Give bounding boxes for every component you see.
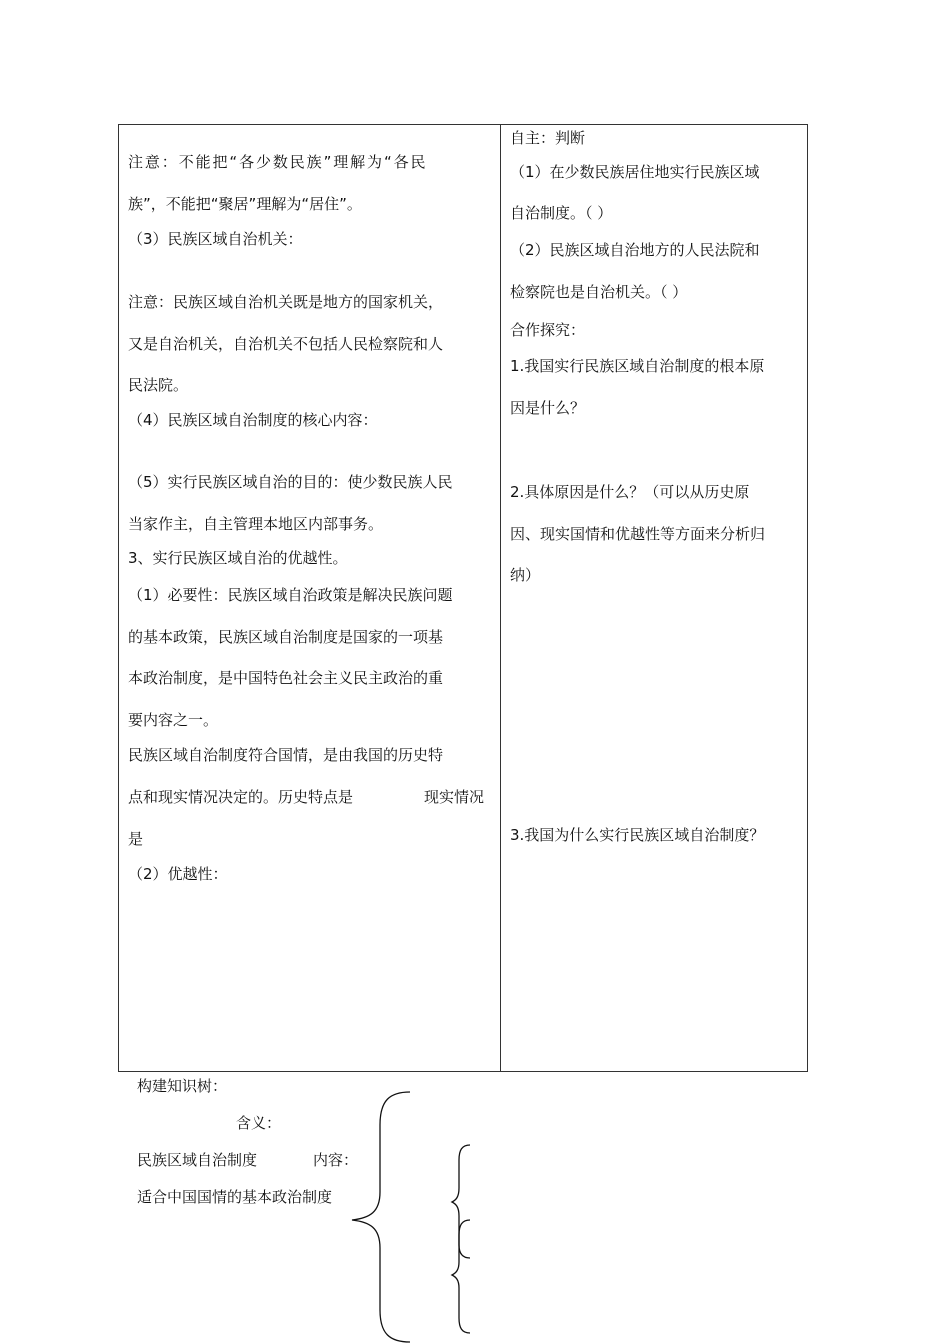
explore-question: 因是什么？	[510, 399, 586, 417]
small-brace-bottom	[452, 1220, 470, 1333]
judge-question: 自治制度。（ ）	[510, 204, 613, 222]
judge-question: （2）民族区域自治地方的人民法院和	[510, 241, 760, 259]
item-heading: （2）优越性：	[128, 865, 228, 883]
item-heading: （4）民族区域自治制度的核心内容：	[128, 411, 378, 429]
explore-question: 纳）	[510, 566, 541, 584]
item-heading: （5）实行民族区域自治的目的：使少数民族人民	[128, 473, 453, 491]
note-line: 注意：不能把“各少数民族”理解为“各民	[128, 153, 428, 171]
knowledge-tree-title: 构建知识树：	[137, 1077, 228, 1095]
tree-subtitle: 适合中国国情的基本政治制度	[137, 1188, 333, 1206]
text-line: 民族区域自治制度符合国情，是由我国的历史特	[128, 746, 444, 764]
section-heading: 3、实行民族区域自治的优越性。	[128, 549, 348, 567]
tree-node-content: 内容：	[313, 1151, 359, 1169]
text-line: 的基本政策，民族区域自治制度是国家的一项基	[128, 628, 444, 646]
explore-question: 3.我国为什么实行民族区域自治制度？	[510, 826, 765, 844]
note-line: 民法院。	[128, 376, 189, 394]
item-heading: （3）民族区域自治机关：	[128, 230, 303, 248]
text-line: 点和现实情况决定的。历史特点是	[128, 788, 354, 806]
explore-question: 2.具体原因是什么？（可以从历史原	[510, 483, 750, 501]
text-line: 要内容之一。	[128, 711, 219, 729]
tree-node-meaning: 含义：	[236, 1114, 282, 1132]
self-check-title: 自主：判断	[510, 129, 586, 147]
text-line: 本政治制度，是中国特色社会主义民主政治的重	[128, 669, 444, 687]
text-line: （1）必要性：民族区域自治政策是解决民族问题	[128, 586, 453, 604]
large-brace	[352, 1092, 410, 1342]
text-line: 现实情况	[424, 788, 485, 806]
note-line: 族”，不能把“聚居”理解为“居住”。	[128, 195, 362, 213]
cooperation-title: 合作探究：	[510, 321, 586, 339]
judge-question: （1）在少数民族居住地实行民族区域	[510, 163, 760, 181]
judge-question: 检察院也是自治机关。（ ）	[510, 283, 688, 301]
explore-question: 因、现实国情和优越性等方面来分析归	[510, 525, 766, 543]
text-line: 当家作主，自主管理本地区内部事务。	[128, 515, 384, 533]
explore-question: 1.我国实行民族区域自治制度的根本原	[510, 357, 765, 375]
tree-root: 民族区域自治制度	[137, 1151, 258, 1169]
small-brace-top	[452, 1145, 470, 1258]
note-line: 又是自治机关，自治机关不包括人民检察院和人	[128, 335, 444, 353]
note-line: 注意：民族区域自治机关既是地方的国家机关，	[128, 293, 444, 311]
text-line: 是	[128, 830, 144, 848]
